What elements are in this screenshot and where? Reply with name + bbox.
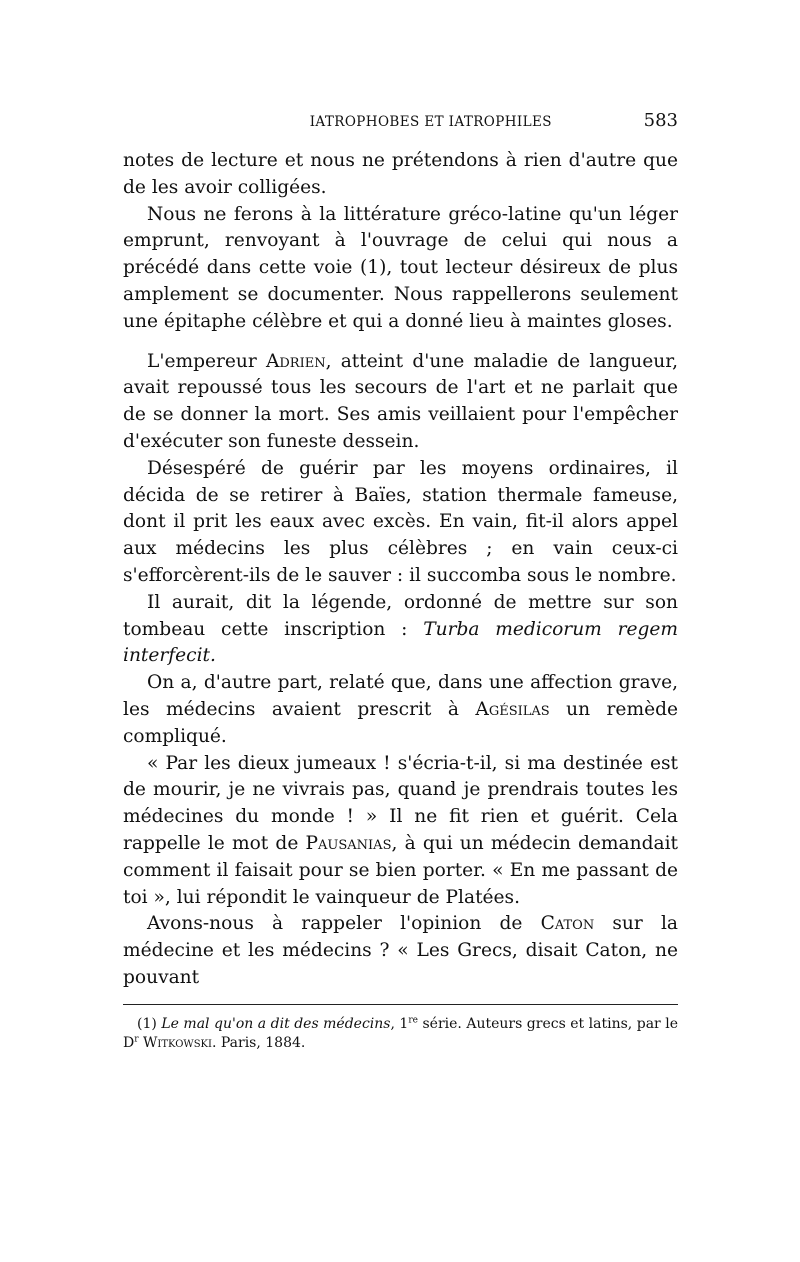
paragraph-8 bbox=[123, 911, 678, 991]
paragraph-5 bbox=[123, 590, 678, 670]
page-number: 583 bbox=[643, 110, 678, 131]
paragraph-7 bbox=[123, 751, 678, 912]
paragraph-6 bbox=[123, 670, 678, 750]
footnote-series-superscript: re bbox=[408, 1015, 418, 1026]
footnotes bbox=[123, 1015, 678, 1053]
person-name-pausanias: Pausanias bbox=[305, 832, 392, 854]
body-text bbox=[123, 148, 678, 992]
running-title: IATROPHOBES ET IATROPHILES bbox=[309, 114, 552, 130]
paragraph-7-text-a: « Par les dieux jumeaux ! s'écria-t-il, si ma destinée est de mourir, je ne vivrais pas, quand je prendrais toutes les médecines du monde ! » Il ne fit rien et guérit. Cela rappelle le mot de bbox=[123, 752, 678, 854]
footnote-reference[interactable]: (1) bbox=[359, 257, 387, 279]
paragraph-6-text-a: On a, d'autre part, relaté que, dans une affection grave, les médecins avaient prescrit à bbox=[123, 672, 678, 720]
footnote-doctor-superscript: r bbox=[134, 1034, 139, 1045]
footnote-book-title: Le mal qu'on a dit des médecins bbox=[161, 1015, 391, 1032]
footnote-place-date: . Paris, 1884. bbox=[211, 1034, 306, 1051]
paragraph-7-text-b: , à qui un médecin demandait comment il faisait pour se bien porter. « En me passant de toi », lui répondit le vainqueur de Platées. bbox=[123, 832, 678, 908]
paragraph-8-text-b: sur la médecine et les médecins ? « Les Grecs, disait Caton, ne pouvant bbox=[123, 913, 679, 988]
latin-inscription: Turba medicorum regem interfecit. bbox=[123, 618, 678, 667]
paragraph-1: notes de lecture et nous ne prétendons à rien d'autre que de les avoir colligées. bbox=[123, 150, 678, 198]
footnote-marker: (1) bbox=[137, 1015, 157, 1032]
paragraph-2-text-b: , tout lecteur désireux de plus amplement se documenter. Nous rappellerons seulement une épitaphe célèbre et qui a donné lieu à maintes gloses. bbox=[123, 257, 678, 332]
paragraph-5-text-a: Il aurait, dit la légende, ordonné de mettre sur son tombeau cette inscription : bbox=[123, 591, 678, 640]
person-name-adrien: Adrien bbox=[265, 350, 326, 372]
footnote-divider bbox=[123, 1004, 678, 1005]
paragraph-2-text-a: Nous ne ferons à la littérature gréco-latine qu'un léger emprunt, renvoyant à l'ouvrage de celui qui nous a précédé dans cette voie bbox=[123, 203, 678, 279]
paragraph-3-text-b: , atteint d'une maladie de langueur, avait repoussé tous les secours de l'art et ne parlait que de se donner la mort. Ses amis veillaient pour l'empêcher d'exécuter son funeste dessein. bbox=[123, 350, 678, 452]
paragraph-6-text-b: un remède compliqué. bbox=[123, 698, 678, 747]
footnote-1: (1) Le mal qu'on a dit des médecins, 1re série. Auteurs grecs et latins, par le $D^r$ Witkowski. Paris, 1884. bbox=[123, 1015, 678, 1051]
paragraph-8-text-a: Avons-nous à rappeler l'opinion de bbox=[147, 913, 541, 935]
person-name-caton: Caton bbox=[540, 913, 595, 935]
book-page bbox=[123, 110, 678, 1053]
footnote-series-text: série. Auteurs grecs et latins, par le D bbox=[123, 1015, 678, 1051]
paragraph-3-text-a: L'empereur bbox=[147, 350, 266, 372]
paragraph-4: Désespéré de guérir par les moyens ordinaires, il décida de se retirer à Baïes, station thermale fameuse, dont il prit les eaux avec excès. En vain, fit-il alors appel aux médecins les plus célèbres ; en vain ceux-ci s'efforcèrent-ils de le sauver : il succomba sous le nombre. bbox=[123, 457, 678, 586]
paragraph-2 bbox=[123, 202, 678, 336]
footnote-author: Witkowski bbox=[143, 1034, 212, 1051]
footnote-series-number: 1 bbox=[399, 1015, 409, 1032]
running-header bbox=[123, 110, 678, 144]
person-name-agesilas: Agésilas bbox=[475, 698, 550, 720]
paragraph-3 bbox=[123, 349, 678, 456]
